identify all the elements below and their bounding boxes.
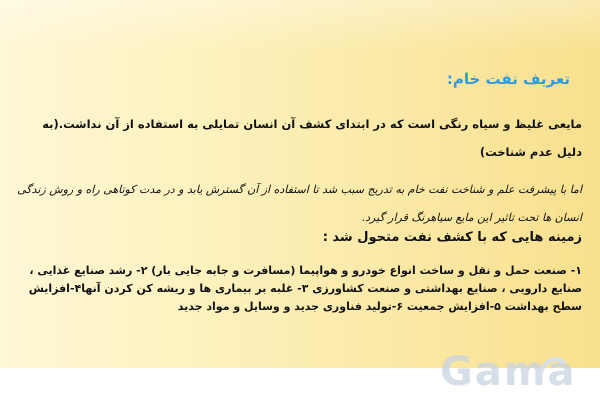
definition-paragraph: مایعی غلیظ و سیاه رنگی است که در ابتدای کشف آن انسان تمایلی به استفاده از آن نداشت.(به دلیل عدم شناخت)	[42, 117, 582, 159]
top-band	[0, 0, 600, 52]
gama-logo: Gama	[440, 349, 577, 395]
history-paragraph: اما با پیشرفت علم و شناخت نفت خام به تدریج سبب شد تا استفاده از آن گسترش یابد و در مدت کوتاهی راه و روش زندگی انسان ها تحت تاثیر این مایع سیاهرنگ قرار گیرد.	[17, 183, 582, 224]
fields-list: ۱- صنعت حمل و نقل و ساخت انواع خودرو و هواپیما (مسافرت و جابه جایی بار) ۲- رشد صنایع غذایی ، صنایع دارویی ، صنایع بهداشتی و صنعت کشاورزی ۳- غلبه بر بیماری ها و ریشه کن کردن آنها۴-افزایش سطح بهداشت ۵-افزایش جمعیت ۶-تولید فناوری جدید و وسایل و مواد جدید	[28, 264, 582, 313]
gama-logo-swirl-icon	[537, 350, 567, 380]
fields-heading: زمینه هایی که با کشف نفت متحول شد :	[322, 230, 582, 245]
slide-title: تعریف نفت خام:	[446, 70, 570, 88]
